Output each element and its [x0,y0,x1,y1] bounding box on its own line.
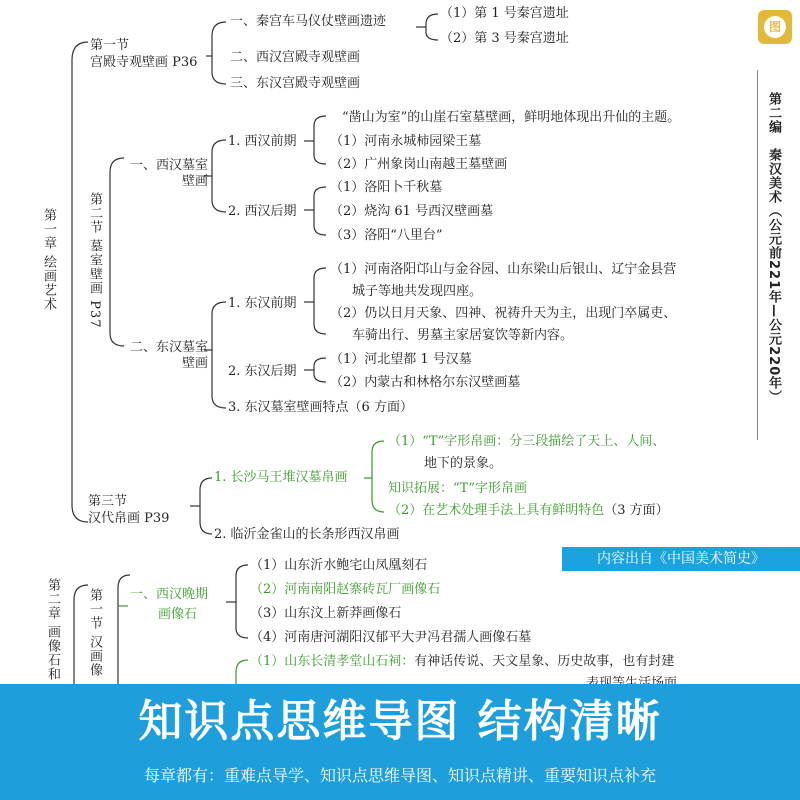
section3-label-line1: 第三节 [88,494,128,509]
west-han-label: 一、西汉墓室壁画 [129,158,208,189]
section1-label-line1: 第一节 [90,38,130,53]
xiaotangshan-desc: 有神话传说、天文星象、历史故事，也有封建 [414,654,675,669]
east-early-item-1b: 城子等地共发现四座。 [352,284,483,299]
east-late-item-2: （2）内蒙古和林格尔东汉壁画墓 [330,375,521,390]
sidebar-divider [757,70,758,440]
west-late-item-2: （2）烧沟 61 号西汉壁画墓 [330,204,494,219]
artistic-features-count: （3 方面） [604,503,669,518]
section2-label: 第二节 墓室壁画 P37 [87,192,102,329]
section1-item-2: 二、西汉宫殿寺观壁画 [230,50,361,65]
linyi-silk-painting: 2. 临沂金雀山的长条形西汉帛画 [214,527,400,542]
west-early-item-1: “凿山为室”的山崖石室墓壁画，鲜明地体现出升仙的主题。 [342,110,681,125]
xiaotangshan-item [250,654,674,670]
east-features: 3. 东汉墓室壁画特点（6 方面） [228,400,413,415]
stone-item-2: （2）河南南阳赵寨砖瓦厂画像石 [250,582,441,597]
west-late-stone-label-2: 画像石 [158,607,198,622]
section2-bracket [110,158,124,346]
section3-label-line2: 汉代帛画 P39 [88,511,170,526]
t-silk-painting-desc-1: （1）“T”字形帛画：分三段描绘了天上、人间、 [388,434,666,449]
sidebar-part-name: 秦汉美术（公元前221年—公元220年） [766,148,781,405]
banner-subtitle: 每章都有：重难点导学、知识点思维导图、知识点精讲、重要知识点补充 [143,766,656,785]
sidebar-part-title [764,92,783,404]
mawangdui-silk-painting: 1. 长沙马王堆汉墓帛画 [214,470,348,485]
source-note-badge: 内容出自《中国美术简史》 [562,547,800,571]
chapter1-label: 第一章 绘画艺术 [41,208,56,312]
stone-item-1: （1）山东沂水鲍宅山凤凰刻石 [250,558,428,573]
east-late-item-1: （1）河北望都 1 号汉墓 [330,352,472,367]
west-late-item-1: （1）洛阳卜千秋墓 [330,180,443,195]
knowledge-extension: 知识拓展：“T”字形帛画 [388,481,527,496]
west-early-item-3: （2）广州象岗山南越王墓壁画 [330,157,508,172]
east-early-item-2a: （2）仍以日月天象、四神、祝祷升天为主，出现门卒属吏、 [330,306,677,321]
west-early-label: 1. 西汉前期 [228,134,297,149]
sidebar-part-label: 第二编 [766,92,781,134]
west-early-item-2: （1）河南永城柿园梁王墓 [330,134,482,149]
east-early-label: 1. 东汉前期 [228,296,297,311]
west-late-stone-label-1: 一、西汉晚期 [130,587,209,602]
west-late-item-3: （3）洛阳“八里台” [330,228,443,243]
section1-item-1: 一、秦宫车马仪仗壁画遗迹 [230,14,387,29]
t-silk-painting-desc-2: 地下的景象。 [424,456,503,471]
xiaotangshan-title: （1）山东长清孝堂山石祠： [250,654,415,669]
publisher-logo [758,10,792,44]
east-early-item-1a: （1）河南洛阳邙山与金谷园、山东梁山后银山、辽宁金县营 [330,262,677,277]
chapter2-label: 第二章 画像石和 [45,578,60,682]
section1-subitem-1: （1）第 1 号秦宫遗址 [440,6,569,21]
chapter2-section1-label: 第一节 汉画像 [87,588,102,678]
east-late-label: 2. 东汉后期 [228,364,297,379]
east-early-item-2b: 车骑出行、男墓主家居宴饮等新内容。 [352,328,574,343]
section1-label-line2: 宫殿寺观壁画 P36 [90,55,198,70]
section1-bracket [212,22,226,84]
section1-subitem-2: （2）第 3 号秦宫遗址 [440,31,569,46]
west-late-label: 2. 西汉后期 [228,204,297,219]
artistic-features: （2）在艺术处理手法上具有鲜明特色 [388,503,605,518]
stone-item-3: （3）山东汶上新莽画像石 [250,606,402,621]
stone-item-4: （4）河南唐河湖阳汉郁平大尹冯君孺人画像石墓 [250,630,532,645]
logo-glyph: 图 [768,20,781,34]
banner-title: 知识点思维导图 结构清晰 [138,696,662,747]
east-han-label: 二、东汉墓室壁画 [129,340,208,371]
section1-item-3: 三、东汉宫殿寺观壁画 [230,76,361,91]
